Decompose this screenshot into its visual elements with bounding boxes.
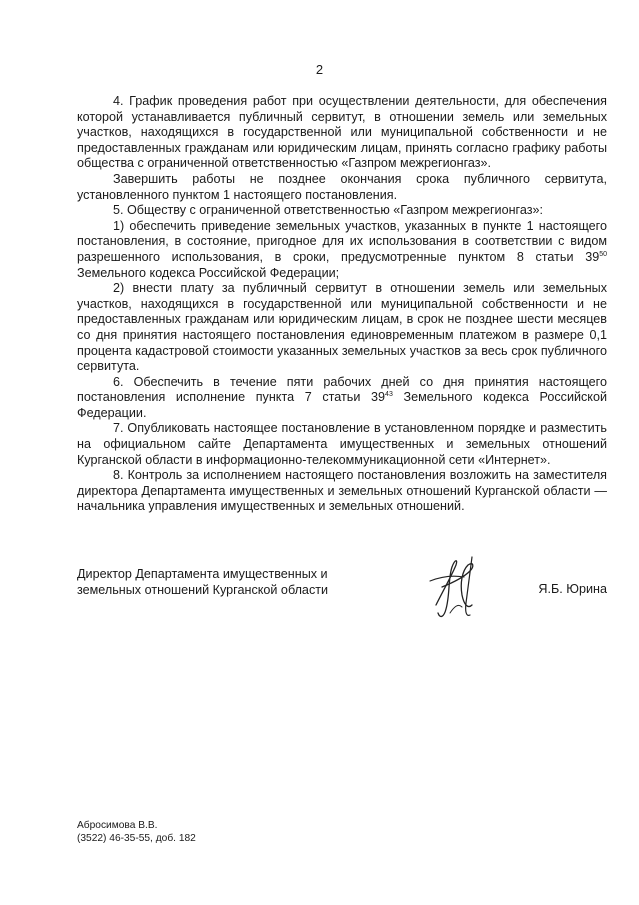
executor-name: Абросимова В.В. <box>77 820 158 831</box>
article-superscript: 50 <box>599 250 607 258</box>
paragraph-5-item-1-tail: Земельного кодекса Российской Федерации; <box>77 265 340 280</box>
paragraph-7: 7. Опубликовать настоящее постановление в установленном порядке и разместить на официальном сайте Департамента имущественных и земельных отношений Курганской области в информационно-телекоммуникационной сети «Интернет». <box>77 421 607 467</box>
paragraph-4-completion: Завершить работы не позднее окончания срока публичного сервитута, установленного пунктом 1 настоящего постановления. <box>77 171 607 202</box>
page-number: 2 <box>315 62 324 77</box>
handwritten-signature <box>422 547 512 627</box>
signatory-title <box>77 567 377 598</box>
executor-phone: (3522) 46-35-55, доб. 182 <box>77 833 196 844</box>
signature-block <box>77 567 607 627</box>
document-body <box>77 94 607 515</box>
signatory-title-line-2: земельных отношений Курганской области <box>77 582 329 597</box>
signatory-title-line-1: Директор Департамента имущественных и <box>77 567 328 581</box>
signatory-name: Я.Б. Юрина <box>538 582 607 596</box>
paragraph-6 <box>77 375 607 422</box>
paragraph-5-item-2: 2) внести плату за публичный сервитут в отношении земель или земельных участков, находящихся в государственной или муниципальной собственности и не предоставленных гражданам или юридическим лицам, в срок не позднее шести месяцев со дня принятия настоящего постановления единовременным платежом в размере 0,1 процента кадастровой стоимости указанных земельных участков за весь срок публичного сервитута. <box>77 281 607 374</box>
paragraph-5-item-1-text: 1) обеспечить приведение земельных участков, указанных в пункте 1 настоящего постановления, в состояние, пригодное для их использования в соответствии с видом разрешенного использования, в сроки, предусмотренные пунктом 8 статьи 39 <box>77 218 607 264</box>
paragraph-6-tail: Земельного кодекса Российской Федерации. <box>77 390 607 420</box>
executor-info <box>77 819 196 845</box>
paragraph-6-text: 6. Обеспечить в течение пяти рабочих дней со дня принятия настоящего постановления исполнение пункта 7 статьи 39 <box>77 374 607 405</box>
paragraph-4: 4. График проведения работ при осуществлении деятельности, для обеспечения которой устанавливается публичный сервитут, в отношении земель или земельных участков, находящихся в государственной или муниципальной собственности и не предоставленных гражданам или юридическим лицам, принять согласно графику работы общества с ограниченной ответственностью «Газпром межрегионгаз». <box>77 94 607 171</box>
article-superscript: 43 <box>385 391 393 399</box>
paragraph-5-item-1 <box>77 219 607 281</box>
paragraph-5: 5. Обществу с ограниченной ответственностью «Газпром межрегионгаз»: <box>113 203 544 218</box>
paragraph-8: 8. Контроль за исполнением настоящего постановления возложить на заместителя директора Департамента имущественных и земельных отношений Курганской области — начальника управления имущественных и земельных отношений. <box>77 468 607 514</box>
